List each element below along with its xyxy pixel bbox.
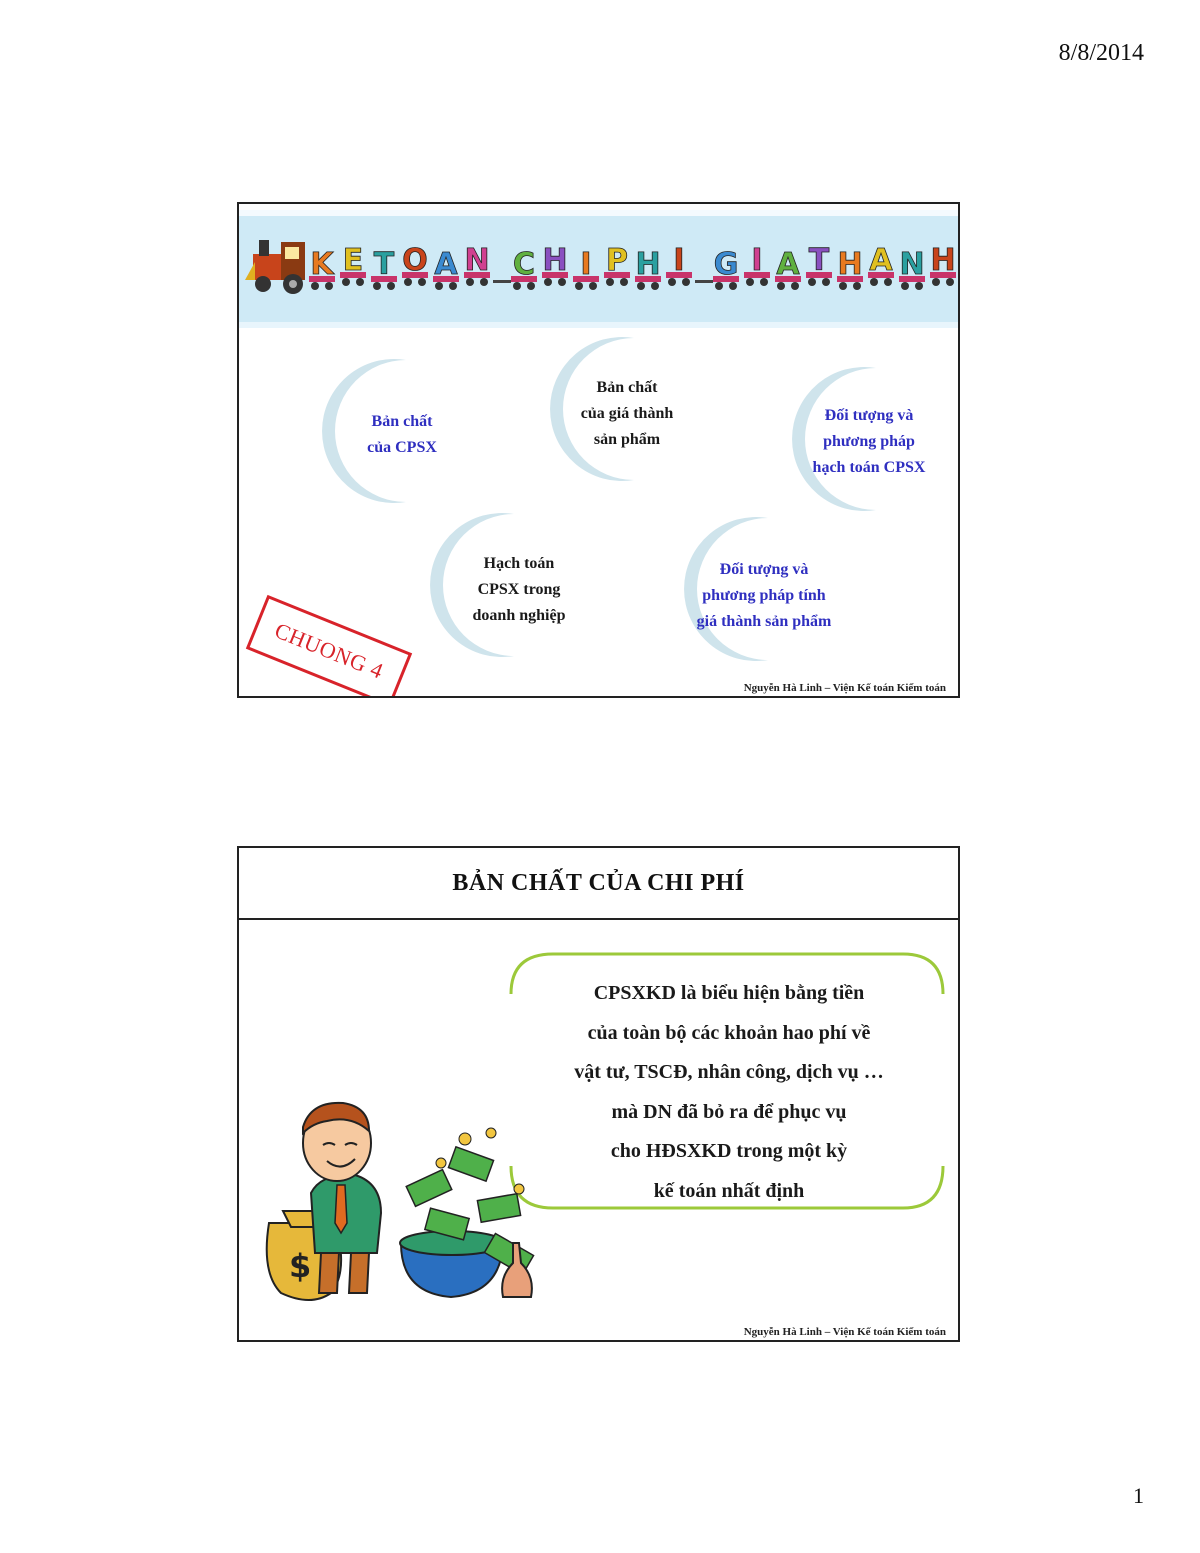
train-letter: K <box>310 247 334 282</box>
chapter-stamp: CHUONG 4 <box>246 595 412 698</box>
train-letter: I <box>751 243 763 278</box>
train-car-i <box>744 243 770 286</box>
train-car-t <box>806 243 832 286</box>
train-letter: H <box>635 247 661 282</box>
train-car-n <box>464 243 490 286</box>
train-letter: H <box>837 247 863 282</box>
train-letter: H <box>542 243 568 278</box>
train-car-h <box>930 243 956 286</box>
train-letter: T <box>808 243 830 278</box>
train-letter: A <box>869 243 893 278</box>
bubble-doi-tuong-tinh-gia-thanh: Đối tượng và phương pháp tính giá thành sản phẩm <box>696 561 832 630</box>
bubble-ban-chat-cpsx: Bản chất của CPSX <box>367 413 437 456</box>
train-car-i <box>666 243 692 286</box>
train-car-h <box>635 247 661 290</box>
train-letter: C <box>512 247 536 282</box>
slide2-title: BẢN CHẤT CỦA CHI PHÍ <box>239 848 958 920</box>
bubble-hach-toan-cpsx: Hạch toán CPSX trong doanh nghiệp <box>472 555 566 624</box>
train-car-e <box>340 243 366 286</box>
train-coupling <box>493 280 511 283</box>
money-bowl-icon <box>400 1231 504 1297</box>
train-car-o <box>402 243 428 286</box>
train-car-i <box>573 247 599 290</box>
businessman-money-illustration <box>251 1093 541 1308</box>
train-car-a <box>775 247 801 290</box>
slide-chapter-overview <box>237 202 960 698</box>
train-car-k <box>309 247 335 290</box>
slide1-footer: Nguyễn Hà Linh – Viện Kế toán Kiểm toán <box>743 682 946 694</box>
train-letter: A <box>776 247 800 282</box>
train-coupling <box>695 280 713 283</box>
train-letter: I <box>673 243 685 278</box>
train-car-t <box>371 247 397 290</box>
train-letter: P <box>606 243 628 278</box>
svg-text:$: $ <box>289 1247 312 1285</box>
train-letter: T <box>373 247 395 282</box>
slide-ban-chat-chi-phi <box>237 846 960 1342</box>
page-number: 1 <box>1133 1483 1144 1508</box>
bubble-doi-tuong-hach-toan: Đối tượng và phương pháp hạch toán CPSX <box>812 407 926 476</box>
train-letter: A <box>434 247 458 282</box>
train-car-a <box>433 247 459 290</box>
train-letter: N <box>899 247 925 282</box>
train-illustration <box>239 210 958 322</box>
train-car-h <box>837 247 863 290</box>
train-car-c <box>511 247 537 290</box>
train-letter: G <box>713 247 739 282</box>
train-letter: H <box>930 243 956 278</box>
train-letter: E <box>342 243 364 278</box>
train-car-g <box>713 247 739 290</box>
slide2-footer: Nguyễn Hà Linh – Viện Kế toán Kiểm toán <box>743 1326 946 1338</box>
locomotive-icon <box>245 240 305 294</box>
train-car-p <box>604 243 630 286</box>
train-car-n <box>899 247 925 290</box>
train-car-h <box>542 243 568 286</box>
bubble-ban-chat-gia-thanh: Bản chất của giá thành sản phẩm <box>580 379 674 448</box>
train-banner <box>239 210 958 328</box>
definition-text: CPSXKD là biểu hiện bằng tiền của toàn bộ các khoản hao phí về vật tư, TSCĐ, nhân công, dịch vụ … mà DN đã bỏ ra để phục vụ cho HĐSXKD trong một kỳ kế toán nhất định <box>574 982 884 1202</box>
train-letter: O <box>402 243 428 278</box>
page-date: 8/8/2014 <box>1058 40 1144 66</box>
train-letter: N <box>464 243 490 278</box>
train-letter: I <box>580 247 592 282</box>
train-car-a <box>868 243 894 286</box>
